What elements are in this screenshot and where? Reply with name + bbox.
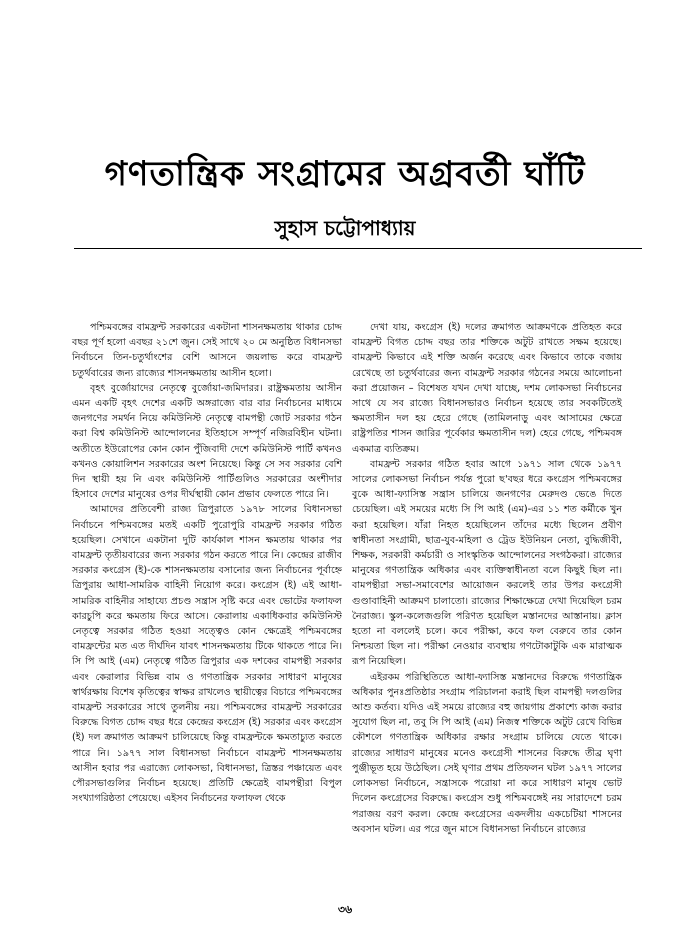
left-column [72,320,342,807]
paragraph: বৃহৎ বুর্জোয়াদের নেতৃত্বে বুর্জোয়া-জমিদারর। রাষ্ট্রক্ষমতায় আসীন এমন একটি বৃহৎ দেশের একটি অঙ্গরাজ্যে বার বার নির্বাচনের মাধ্যমে জনগণের সমর্থন নিয়ে কমিউনিস্ট নেতৃত্বে বামপন্থী জোট সরকার গঠন করা বিশ্ব কমিউনিস্ট আন্দোলনের ইতিহাসে সম্পূর্ণ নজিরবিহীন ঘটনা। অতীতে ইউরোপের কোন কোন পুঁজিবাদী দেশে কমিউনিস্ট পার্টি কখনও কখনও কোয়ালিশন সরকারের অংশ নিয়েছে। কিন্তু সে সব সরকার বেশি দিন স্থায়ী হয় নি এবং কমিউনিস্ট পার্টিগুলিও সরকারের অংশীদার হিসাবে দেশের মানুষের ওপর দীর্ঘস্থায়ী কোন প্রভাব ফেলতে পারে নি। [72,382,342,501]
title-divider [74,248,642,249]
paragraph: দেখা যায়, কংগ্রেস (ই) দলের ক্রমাগত আক্রমণকে প্রতিহত করে বামফ্রন্ট বিগত চোদ্দ বছর তার শক্তিকে অটুট রাখতে সক্ষম হয়েছে। বামফ্রন্ট কিভাবে এই শক্তি অর্জন করেছে এবং কিভাবে তাকে বজায় রেখেছে তা চতুর্থবারের জন্য বামফ্রন্ট সরকার গঠনের সময়ে আলোচনা করা প্রয়োজন – বিশেষত যখন দেখা যাচ্ছে, দশম লোকসভা নির্বাচনের সাথে যে সব রাজ্যে বিধানসভারও নির্বাচন হয়েছে তার সবকটিতেই ক্ষমতাসীন দল হয় হেরে গেছে (তামিলনাড়ু এবং আসামের ক্ষেত্রে রাষ্ট্রপতির শাসন জারির পূর্বেকার ক্ষমতাসীন দল) হেরে গেছে, পশ্চিমবঙ্গ একমাত্র ব্যতিক্রম। [352,322,622,455]
paragraph: পশ্চিমবঙ্গের বামফ্রন্ট সরকারের একটানা শাসনক্ষমতায় থাকার চোদ্দ বছর পূর্ণ হলো এবছর ২১শে জুন। সেই সাথে ২০ মে অনুষ্ঠিত বিধানসভা নির্বাচনে তিন-চতুর্থাংশের বেশি আসনে জয়লাভ করে বামফ্রন্ট চতুর্থবারের জন্য রাজ্যের শাসনক্ষমতায় আসীন হলো। [72,322,342,379]
article-title: গণতান্ত্রিক সংগ্রামের অগ্রবর্তী ঘাঁটি [104,154,586,194]
page-number: ৩৬ [337,903,353,916]
paragraph: আমাদের প্রতিবেশী রাজ্য ত্রিপুরাতে ১৯৭৮ সালের বিধানসভা নির্বাচনে পশ্চিমবঙ্গের মতই একটি পুরোপুরি বামফ্রন্ট সরকার গঠিত হয়েছিল। সেখানে একটানা দুটি কার্যকাল শাসন ক্ষমতায় থাকার পর বামফ্রন্ট তৃতীয়বারের জন্য সরকার গঠন করতে পারে নি। কেন্দ্রের রাজীব সরকার কংগ্রেস (ই)-কে শাসনক্ষমতায় বসানোর জন্য নির্বাচনের পূর্বাহ্নে ত্রিপুরায় আধা-সামরিক বাহিনী নিয়োগ করে। কংগ্রেস (ই) এই আধা-সামরিক বাহিনীর সাহায্যে প্রচণ্ড সন্ত্রাস সৃষ্টি করে এবং ভোটের ফলাফল কারচুপি করে ক্ষমতায় ফিরে আসে। কেরালায় একাধিকবার কমিউনিস্ট নেতৃত্বে সরকার গঠিত হওয়া সত্ত্বেও কোন ক্ষেত্রেই পশ্চিমবঙ্গের বামফ্রন্টের মত এত দীর্ঘদিন যাবৎ শাসনক্ষমতায় টিকে থাকতে পারে নি। সি পি আই (এম) নেতৃত্বে গঠিত ত্রিপুরার এক দশকের বামপন্থী সরকার এবং কেরালার বিভিন্ন বাম ও গণতান্ত্রিক সরকার সাধারণ মানুষের স্বার্থরক্ষায় বিশেষ কৃতিত্বের স্বাক্ষর রাখলেও স্থায়ীত্বের বিচারে পশ্চিমবঙ্গের বামফ্রন্ট সরকারের সাথে তুলনীয় নয়। পশ্চিমবঙ্গের বামফ্রন্ট সরকারের বিরুদ্ধে বিগত চোদ্দ বছর ধরে কেন্দ্রের কংগ্রেস (ই) সরকার এবং কংগ্রেস (ই) দল ক্রমাগত আক্রমণ চালিয়েছে কিন্তু বামফ্রন্টকে ক্ষমতাচ্যুত করতে পারে নি। ১৯৭৭ সাল বিধানসভা নির্বাচনে বামফ্রন্ট শাসনক্ষমতায় আসীন হবার পর এরাজ্যে লোকসভা, বিধানসভা, ত্রিস্তর পঞ্চায়েত এবং পৌরসভাগুলির নির্বাচন হয়েছে। প্রতিটি ক্ষেত্রেই বামপন্থীরা বিপুল সংখ্যাগরিষ্ঠতা পেয়েছে। এইসব নির্বাচনের ফলাফল থেকে [72,504,342,805]
paragraph: বামফ্রন্ট সরকার গঠিত হবার আগে ১৯৭১ সাল থেকে ১৯৭৭ সালের লোকসভা নির্বাচন পর্যন্ত পুরো ছ'বছর ধরে কংগ্রেস পশ্চিমবঙ্গের বুকে আধা-ফ্যাসিস্ত সন্ত্রাস চালিয়ে জনগণের মেরুদণ্ড ভেঙে দিতে চেয়েছিল। এই সময়ের মধ্যে সি পি আই (এম)-এর ১১ শত কর্মীকে খুন করা হয়েছিল। যাঁরা নিহত হয়েছিলেন তাঁদের মধ্যে ছিলেন প্রবীণ স্বাধীনতা সংগ্রামী, ছাত্র-যুব-মহিলা ও ট্রেড ইউনিয়ন নেতা, বুদ্ধিজীবী, শিক্ষক, সরকারী কর্মচারী ও সাংস্কৃতিক আন্দোলনের সংগঠকরা। রাজ্যের মানুষের গণতান্ত্রিক অধিকার এবং ব্যক্তিস্বাধীনতা বলে কিছুই ছিল না। বামপন্থীরা সভা-সমাবেশের আয়োজন করলেই তার উপর কংগ্রেসী গুণ্ডাবাহিনী আক্রমণ চালাতো। রাজ্যের শিক্ষাক্ষেত্রে দেখা দিয়েছিল চরম নৈরাজ্য। স্কুল-কলেজগুলি পরিণত হয়েছিল মস্তানদের আস্তানায়। ক্লাস হতো না বললেই চলে। কবে পরীক্ষা, কবে ফল বেরুবে তার কোন নিশ্চয়তা ছিল না। পরীক্ষা নেওয়ার ব্যবস্থায় গণটোকাটুকি এক মারাত্মক রূপ নিয়েছিল। [352,458,622,668]
author-name: সুহাস চট্টোপাধ্যায় [274,216,416,240]
right-column [352,320,622,837]
paragraph: এইরকম পরিস্থিতিতে আধা-ফ্যাসিস্ত মস্তানদের বিরুদ্ধে গণতান্ত্রিক অধিকার পুনঃপ্রতিষ্ঠার সংগ্রাম পরিচালনা করাই ছিল বামপন্থী দলগুলির আশু কর্তব্য। যদিও এই সময়ে রাজ্যের বহু জায়গায় প্রকাশ্যে কাজ করার সুযোগ ছিল না, তবু সি পি আই (এম) নিজস্ব শক্তিকে অটুট রেখে বিভিন্ন কৌশলে গণতান্ত্রিক অধিকার রক্ষার সংগ্রাম চালিয়ে যেতে থাকে। রাজ্যের সাধারণ মানুষের মনেও কংগ্রেসী শাসনের বিরুদ্ধে তীব্র ঘৃণা পুঞ্জীভূত হয়ে উঠেছিল। সেই ঘৃণার প্রথম প্রতিফলন ঘটল ১৯৭৭ সালের লোকসভা নির্বাচনে, সন্ত্রাসকে পরোয়া না করে সাধারণ মানুষ ভোট দিলেন কংগ্রেসের বিরুদ্ধে। কংগ্রেস শুধু পশ্চিমবঙ্গেই নয় সারাদেশে চরম পরাজয় বরণ করল। কেন্দ্রে কংগ্রেসের একদলীয় একচেটিয়া শাসনের অবসান ঘটল। এর পরে জুন মাসে বিধানসভা নির্বাচনে রাজ্যের [352,671,622,835]
